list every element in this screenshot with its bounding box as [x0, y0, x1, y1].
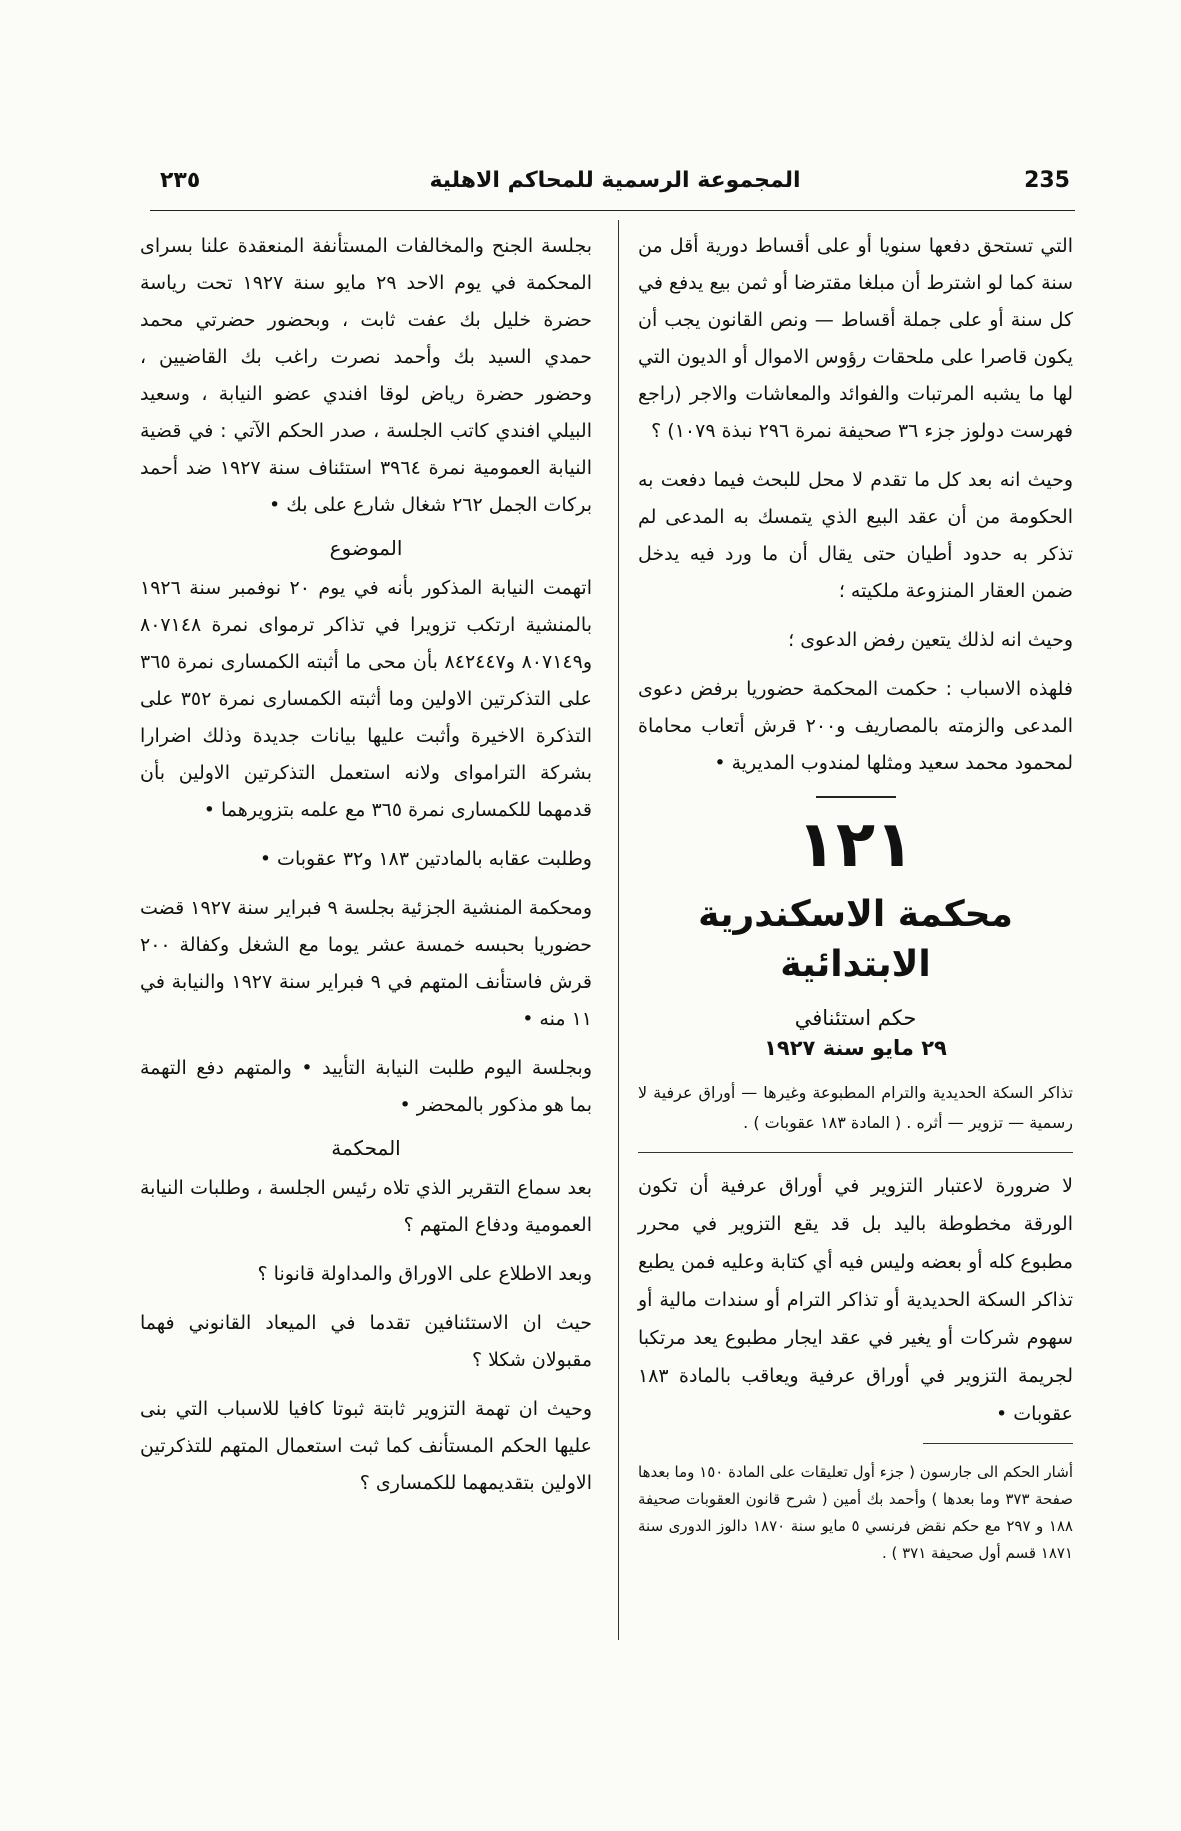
section-divider	[816, 796, 896, 798]
page-header	[160, 168, 1070, 208]
page-number-arabic: ٢٣٥	[160, 168, 201, 193]
left-paragraph-9: وحيث ان تهمة التزوير ثابتة ثبوتا كافيا للاسباب التي بنى عليها الحكم المستأنف كما ثبت استعمال المتهم للتذكرتين الاولين بتقديمهما للكمسارى ؟	[140, 1398, 592, 1494]
judgment-date: ٢٩ مايو سنة ١٩٢٧	[764, 1036, 947, 1060]
left-paragraph-8: حيث ان الاستئنافين تقدما في الميعاد القانوني فهما مقبولان شكلا ؟	[140, 1312, 592, 1371]
page-number-latin: 235	[1024, 168, 1070, 193]
header-rule	[150, 210, 1075, 211]
court-name: محكمة الاسكندرية الابتدائية	[698, 894, 1013, 985]
left-paragraph-2: اتهمت النيابة المذكور بأنه في يوم ٢٠ نوفمبر سنة ١٩٢٦ بالمنشية ارتكب تزويرا في تذاكر ترمواى نمرة ٨٠٧١٤٨ و٨٠٧١٤٩ و٨٤٢٤٤٧ بأن محى ما أثبته الكمسارى نمرة ٣٦٥ على التذكرتين الاولين وما أثبته الكمسارى نمرة ٣٥٢ على التذكرة الاخيرة وأثبت عليها بيانات جديدة وذلك اضرارا بشركة الترامواى ولانه استعمل التذكرتين الاولين بأن قدمهما للكمسارى نمرة ٣٦٥ مع علمه بتزويرهما •	[140, 577, 592, 821]
keywords-rule	[638, 1152, 1073, 1153]
right-paragraph-2: وحيث انه بعد كل ما تقدم لا محل للبحث فيما دفعت به الحكومة من أن عقد البيع الذي يتمسك به المدعى لم تذكر به حدود أطيان حتى يقال أن ما ورد فيه يدخل ضمن العقار المنزوعة ملكيته ؛	[638, 469, 1073, 602]
left-paragraph-4: ومحكمة المنشية الجزئية بجلسة ٩ فبراير سنة ١٩٢٧ قضت حضوريا بحبسه خمسة عشر يوما مع الشغل وكفالة ٢٠٠ قرش فاستأنف المتهم في ٩ فبراير سنة ١٩٢٧ والنيابة في ١١ منه •	[140, 897, 592, 1030]
running-title: المجموعة الرسمية للمحاكم الاهلية	[429, 168, 801, 193]
footnote-rule	[923, 1443, 1073, 1444]
headnote: لا ضرورة لاعتبار التزوير في أوراق عرفية أن تكون الورقة مخطوطة باليد بل قد يقع التزوير في محرر مطبوع كله أو بعضه وليس فيه أي كتابة وعليه فمن يطبع تذاكر السكة الحديدية أو تذاكر الترام أو سندات مالية أو سهوم شركات أو يغير في عقد ايجار مطبوع يعد مرتكبا لجريمة التزوير في أوراق عرفية ويعاقب بالمادة ١٨٣ عقوبات •	[638, 1175, 1073, 1425]
court-heading: المحكمة	[331, 1136, 401, 1160]
left-paragraph-6: بعد سماع التقرير الذي تلاه رئيس الجلسة ، وطلبات النيابة العمومية ودفاع المتهم ؟	[140, 1177, 592, 1236]
case-number: ١٢١	[796, 808, 915, 882]
judgment-type: حكم استئنافي	[794, 1006, 917, 1030]
right-paragraph-1: التي تستحق دفعها سنويا أو على أقساط دورية أقل من سنة كما لو اشترط أن مبلغا مقترضا أو ثمن بيع يدفع في كل سنة أو على جملة أقساط — ونص القانون يجب أن يكون قاصرا على ملحقات رؤوس الاموال أو الديون التي لها ما يشبه المرتبات والفوائد والمعاشات والاجر (راجع فهرست دولوز جزء ٣٦ صحيفة نمرة ٢٩٦ نبذة ١٠٧٩) ؟	[638, 235, 1073, 442]
left-paragraph-3: وطلبت عقابه بالمادتين ١٨٣ و٣٢ عقوبات •	[259, 848, 592, 870]
column-divider	[618, 220, 619, 1640]
left-column	[140, 228, 592, 1514]
left-paragraph-1: بجلسة الجنح والمخالفات المستأنفة المنعقدة علنا بسراى المحكمة في يوم الاحد ٢٩ مايو سنة ١٩٢٧ تحت رياسة حضرة خليل بك عفت ثابت ، وبحضور حضرتي محمد حمدي السيد بك وأحمد نصرت راغب بك القاضيين ، وحضور حضرة رياض لوقا افندي عضو النيابة ، وسعيد البيلي افندي كاتب الجلسة ، صدر الحكم الآتي : في قضية النيابة العمومية نمرة ٣٩٦٤ استئناف سنة ١٩٢٧ ضد أحمد بركات الجمل ٢٦٢ شغال شارع على بك •	[140, 235, 593, 516]
left-paragraph-7: وبعد الاطلاع على الاوراق والمداولة قانونا ؟	[257, 1263, 592, 1285]
right-column	[638, 228, 1073, 1582]
case-keywords: تذاكر السكة الحديدية والترام المطبوعة وغيرها — أوراق عرفية لا رسمية — تزوير — أثره . ( المادة ١٨٣ عقوبات ) .	[638, 1083, 1073, 1132]
footnote: أشار الحكم الى جارسون ( جزء أول تعليقات على المادة ١٥٠ وما بعدها صفحة ٣٧٣ وما بعدها ) وأحمد بك أمين ( شرح قانون العقوبات صحيفة ١٨٨ و ٢٩٧ مع حكم نقض فرنسي ٥ مايو سنة ١٨٧٠ دالوز الدورى سنة ١٨٧١ قسم أول صحيفة ٣٧١ ) .	[638, 1463, 1073, 1562]
right-paragraph-3: وحيث انه لذلك يتعين رفض الدعوى ؛	[788, 629, 1073, 651]
left-paragraph-5: وبجلسة اليوم طلبت النيابة التأييد • والمتهم دفع التهمة بما هو مذكور بالمحضر •	[140, 1057, 592, 1116]
subject-heading: الموضوع	[329, 536, 403, 560]
right-paragraph-4: فلهذه الاسباب : حكمت المحكمة حضوريا برفض دعوى المدعى والزمته بالمصاريف و٢٠٠ قرش أتعاب محاماة لمحمود محمد سعيد ومثلها لمندوب المديرية •	[638, 678, 1073, 774]
